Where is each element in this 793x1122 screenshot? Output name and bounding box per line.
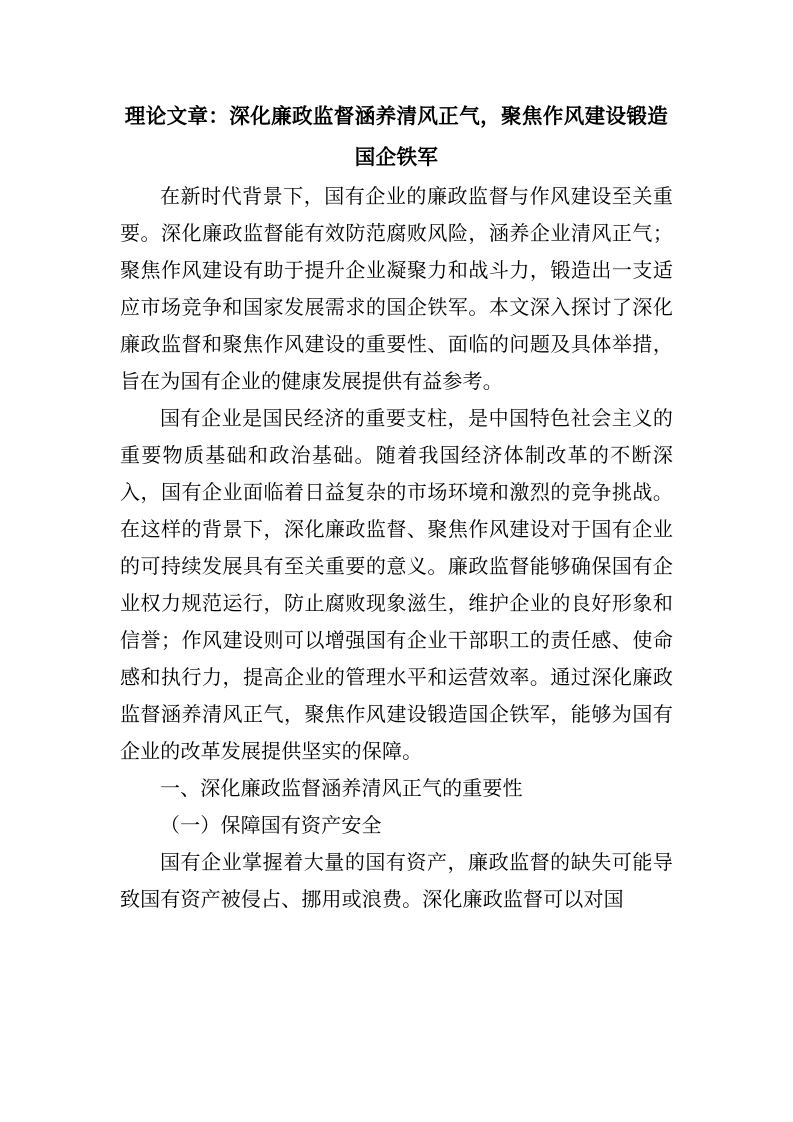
section-heading: 一、深化廉政监督涵养清风正气的重要性: [160, 776, 523, 800]
intro-paragraph: 在新时代背景下，国有企业的廉政监督与作风建设至关重要。深化廉政监督能有效防范腐败风险，涵养企业清风正气；聚焦作风建设有助于提升企业凝聚力和战斗力，锻造出一支适应市场竞争和国家发展需求的国企铁军。本文深入探讨了深化廉政监督和聚焦作风建设的重要性、面临的问题及具体举措，旨在为国有企业的健康发展提供有益参考。: [120, 184, 673, 393]
document-title: 理论文章：深化廉政监督涵养清风正气，聚焦作风建设锻造国企铁军: [124, 104, 669, 169]
subsection-heading: （一）保障国有资产安全: [160, 813, 382, 837]
background-paragraph: 国有企业是国民经济的重要支柱，是中国特色社会主义的重要物质基础和政治基础。随着我国经济体制改革的不断深入，国有企业面临着日益复杂的市场环境和激烈的竞争挑战。在这样的背景下，深化廉政监督、聚焦作风建设对于国有企业的可持续发展具有至关重要的意义。廉政监督能够确保国有企业权力规范运行，防止腐败现象滋生，维护企业的良好形象和信誉；作风建设则可以增强国有企业干部职工的责任感、使命感和执行力，提高企业的管理水平和运营效率。通过深化廉政监督涵养清风正气，聚焦作风建设锻造国企铁军，能够为国有企业的改革发展提供坚实的保障。: [120, 406, 673, 763]
subsection-paragraph: 国有企业掌握着大量的国有资产，廉政监督的缺失可能导致国有资产被侵占、挪用或浪费。深化廉政监督可以对国: [120, 850, 673, 911]
document-page: [120, 96, 673, 918]
